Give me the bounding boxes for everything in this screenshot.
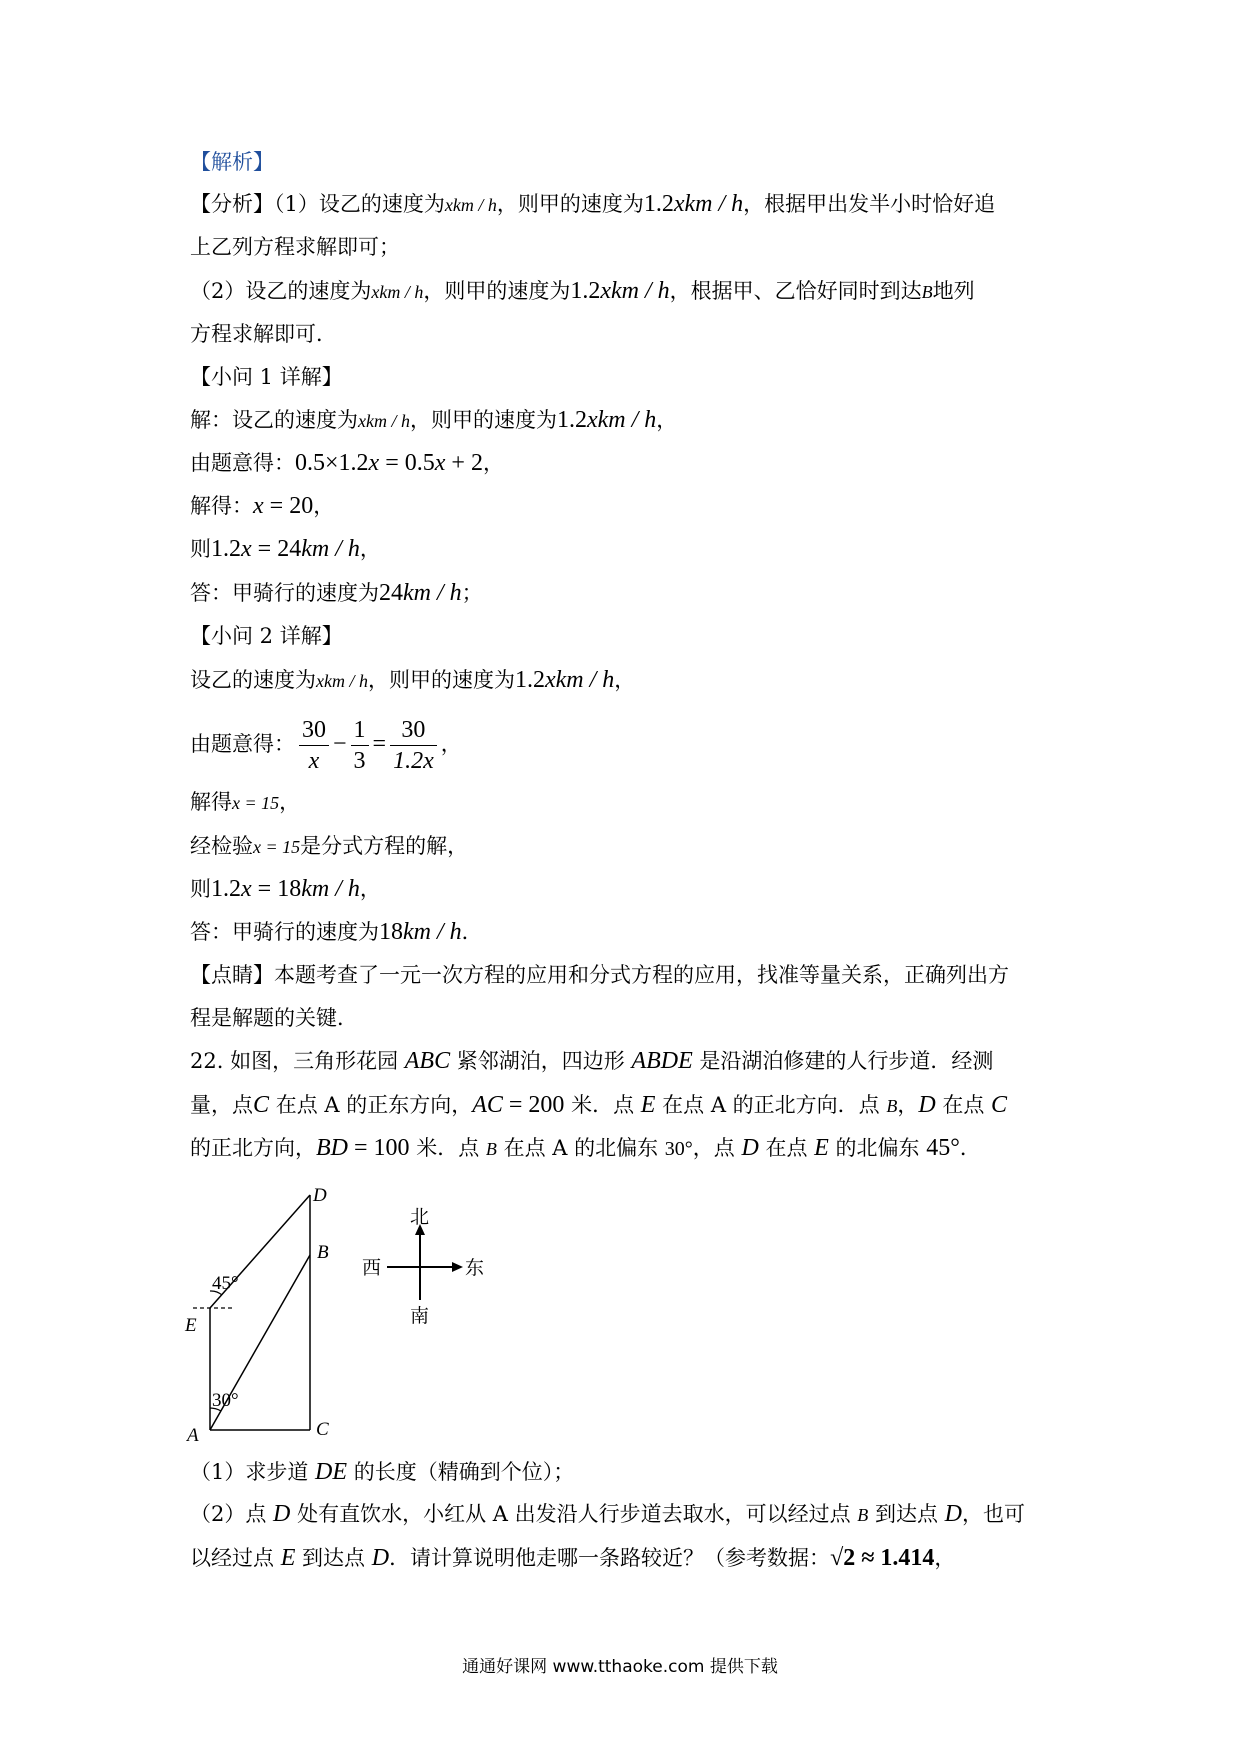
math: ABDE — [631, 1048, 693, 1074]
text: ， — [279, 790, 301, 814]
math: = 18 — [251, 876, 302, 902]
text: 在点 A 的正北方向．点 — [655, 1093, 887, 1117]
math: xkm / h — [444, 195, 497, 215]
text: 米．点 — [564, 1093, 641, 1117]
point-label-c: C — [316, 1419, 329, 1440]
math: DE — [315, 1459, 348, 1485]
question-2-line-2 — [190, 1544, 955, 1572]
compass-south-label: 南 — [410, 1305, 430, 1327]
math: E — [814, 1135, 829, 1161]
text: ， — [482, 451, 504, 475]
math: 0.5×1.2 — [295, 450, 369, 476]
math: xkm / h — [586, 407, 657, 433]
math: C — [991, 1092, 1008, 1118]
point-label-d: D — [313, 1185, 327, 1206]
math: √2 — [830, 1545, 856, 1571]
math: x — [241, 876, 252, 902]
text: 到达点 — [868, 1502, 945, 1526]
solution-1-line-1 — [190, 406, 677, 435]
text: 米．点 — [409, 1136, 486, 1160]
text: 则 — [190, 537, 211, 561]
angle-label-e: 45° — [212, 1273, 239, 1294]
solution-2-equation — [190, 712, 462, 776]
math: D — [273, 1501, 291, 1527]
math: x — [241, 536, 252, 562]
math: x = 15 — [253, 837, 301, 857]
math: E — [640, 1092, 656, 1118]
solution-1-answer — [190, 579, 483, 607]
math: 18 — [379, 919, 403, 945]
text: ， — [656, 408, 678, 432]
solution-2-answer — [190, 918, 483, 946]
math: 1.2 — [570, 278, 601, 304]
text: （2）设乙的速度为 — [190, 279, 372, 303]
text: 由题意得： — [190, 451, 295, 475]
text: 以经过点 — [190, 1546, 281, 1570]
text: ，则甲的速度为 — [423, 279, 571, 303]
text: ； — [461, 581, 483, 605]
text: 处有直饮水，小红从 A 出发沿人行步道去取水，可以经过点 — [290, 1502, 858, 1526]
text: 答：甲骑行的速度为 — [190, 581, 379, 605]
math: = 200 — [502, 1092, 565, 1118]
solution-2-line-1 — [190, 666, 635, 695]
math: AC — [472, 1092, 503, 1118]
page-footer: 通通好课网 www.tthaoke.com 提供下载 — [462, 1657, 778, 1677]
numerator: 30 — [390, 715, 437, 746]
math: x — [434, 450, 446, 476]
math: km / h — [301, 536, 360, 562]
math: ABC — [404, 1048, 451, 1074]
text: 的北偏东 — [828, 1136, 927, 1160]
text: ，则甲的速度为 — [496, 192, 644, 216]
math: D — [918, 1092, 936, 1118]
text: ，点 — [692, 1136, 742, 1160]
math: 1.2 — [643, 191, 674, 217]
math: 45° — [926, 1135, 960, 1161]
text: 地列 — [932, 279, 975, 303]
math: km / h — [403, 919, 462, 945]
text: 经检验 — [190, 834, 253, 858]
analysis-line-2: 上乙列方程求解即可； — [190, 235, 400, 259]
math: xkm / h — [358, 411, 410, 431]
math: xkm / h — [544, 667, 615, 693]
point-label-b: B — [317, 1242, 329, 1263]
math: D — [371, 1545, 390, 1571]
text: 解得： — [190, 494, 253, 518]
math: x = 15 — [232, 793, 280, 813]
math: ≈ 1.414 — [855, 1545, 935, 1571]
math: 1.2 — [514, 667, 545, 693]
text: ， — [440, 732, 462, 756]
analysis-line-1 — [190, 190, 995, 219]
solution-2-check — [190, 832, 468, 861]
problem-22-line-2 — [190, 1091, 1007, 1120]
text: ，则甲的速度为 — [367, 668, 515, 692]
subquestion-1-heading: 【小问 1 详解】 — [190, 365, 343, 389]
east-arrow-icon — [452, 1262, 463, 1272]
math: 24 — [379, 580, 403, 606]
text: 在点 — [935, 1093, 992, 1117]
text: ． — [461, 920, 483, 944]
solution-2-result — [190, 875, 381, 903]
point-label-e: E — [185, 1315, 197, 1336]
math: = 24 — [251, 536, 302, 562]
text: 是沿湖泊修建的人行步道．经测 — [692, 1049, 994, 1073]
text: ，也可 — [961, 1502, 1025, 1526]
math: xkm / h — [673, 191, 744, 217]
question-1 — [190, 1458, 574, 1486]
fraction — [351, 715, 369, 776]
text: ， — [934, 1546, 956, 1570]
math: x — [368, 450, 380, 476]
compass-east-label: 东 — [465, 1257, 485, 1279]
analysis-heading: 【解析】 — [190, 150, 274, 174]
math: E — [280, 1545, 296, 1571]
math: x — [253, 493, 264, 519]
point-label-a: A — [187, 1425, 199, 1446]
text: 在点 A 的北偏东 — [496, 1136, 665, 1160]
math: = 20 — [263, 493, 314, 519]
text: 则 — [190, 877, 211, 901]
text: ， — [897, 1093, 919, 1117]
denominator: 3 — [353, 748, 366, 774]
math: + 2 — [445, 450, 483, 476]
text: 解：设乙的速度为 — [190, 408, 358, 432]
math: B — [857, 1505, 869, 1525]
text: 【分析】（1）设乙的速度为 — [190, 192, 445, 216]
text: 设乙的速度为 — [190, 668, 316, 692]
math: C — [253, 1092, 270, 1118]
question-2-line-1 — [190, 1500, 1025, 1529]
numerator: 30 — [299, 715, 329, 746]
minus-sign: − — [333, 731, 347, 757]
text: 答：甲骑行的速度为 — [190, 920, 379, 944]
math: 1.2 — [211, 876, 241, 902]
text: 量，点 — [190, 1093, 253, 1117]
math: = 100 — [348, 1135, 410, 1161]
denominator: x — [308, 748, 320, 774]
remark-line-2: 程是解题的关键． — [190, 1006, 358, 1030]
math: km / h — [403, 580, 462, 606]
math: xkm / h — [371, 282, 424, 302]
text: （2）点 — [190, 1502, 274, 1526]
text: ， — [359, 877, 381, 901]
solution-1-equation — [190, 449, 504, 477]
problem-22-line-3 — [190, 1134, 981, 1163]
problem-22-line-1 — [190, 1047, 993, 1075]
text: ，根据甲、乙恰好同时到达 — [669, 279, 922, 303]
text: ，则甲的速度为 — [409, 408, 557, 432]
solution-1-result — [190, 535, 381, 563]
fraction — [390, 715, 437, 776]
math: xkm / h — [600, 278, 670, 304]
text: ．请计算说明他走哪一条路较近？（参考数据： — [389, 1546, 831, 1570]
text: ． — [959, 1136, 981, 1160]
text: ，根据甲出发半小时恰好追 — [743, 192, 996, 216]
math: D — [741, 1135, 759, 1161]
text: 由题意得： — [190, 732, 295, 756]
equals-sign: = — [372, 731, 387, 757]
math: B — [485, 1139, 497, 1159]
math: 30° — [664, 1138, 693, 1160]
remark-line-1: 【点睛】本题考查了一元一次方程的应用和分式方程的应用，找准等量关系，正确列出方 — [190, 963, 1009, 987]
math: BD — [316, 1135, 348, 1161]
text: （1）求步道 — [190, 1460, 316, 1484]
text: 紧邻湖泊，四边形 — [450, 1049, 632, 1073]
solution-1-solve — [190, 492, 334, 520]
fraction — [299, 715, 329, 776]
math: km / h — [301, 876, 360, 902]
text: 到达点 — [295, 1546, 372, 1570]
math: D — [944, 1501, 962, 1527]
compass-rose — [362, 1206, 485, 1330]
compass-west-label: 西 — [362, 1257, 382, 1279]
math: xkm / h — [316, 671, 368, 691]
math: B — [921, 282, 933, 302]
analysis-line-3 — [190, 277, 975, 306]
math: B — [886, 1096, 898, 1116]
denominator: 1.2x — [393, 748, 434, 774]
math: 1.2 — [556, 407, 587, 433]
text: 22. 如图，三角形花园 — [190, 1049, 405, 1073]
text: 的长度（精确到个位）； — [347, 1460, 575, 1484]
text: 是分式方程的解， — [300, 834, 469, 858]
numerator: 1 — [351, 715, 369, 746]
text: 在点 A 的正东方向， — [269, 1093, 473, 1117]
math: = 0.5 — [379, 450, 435, 476]
text: ， — [359, 537, 381, 561]
analysis-line-4: 方程求解即可． — [190, 322, 337, 346]
solution-2-solve — [190, 788, 300, 817]
compass-north-label: 北 — [410, 1206, 430, 1228]
text: 解得 — [190, 790, 232, 814]
angle-label-a: 30° — [212, 1390, 239, 1411]
text: ， — [614, 668, 636, 692]
subquestion-2-heading: 【小问 2 详解】 — [190, 624, 343, 648]
text: ， — [313, 494, 335, 518]
text: 的正北方向， — [190, 1136, 316, 1160]
math: 1.2 — [211, 536, 241, 562]
text: 在点 — [758, 1136, 815, 1160]
